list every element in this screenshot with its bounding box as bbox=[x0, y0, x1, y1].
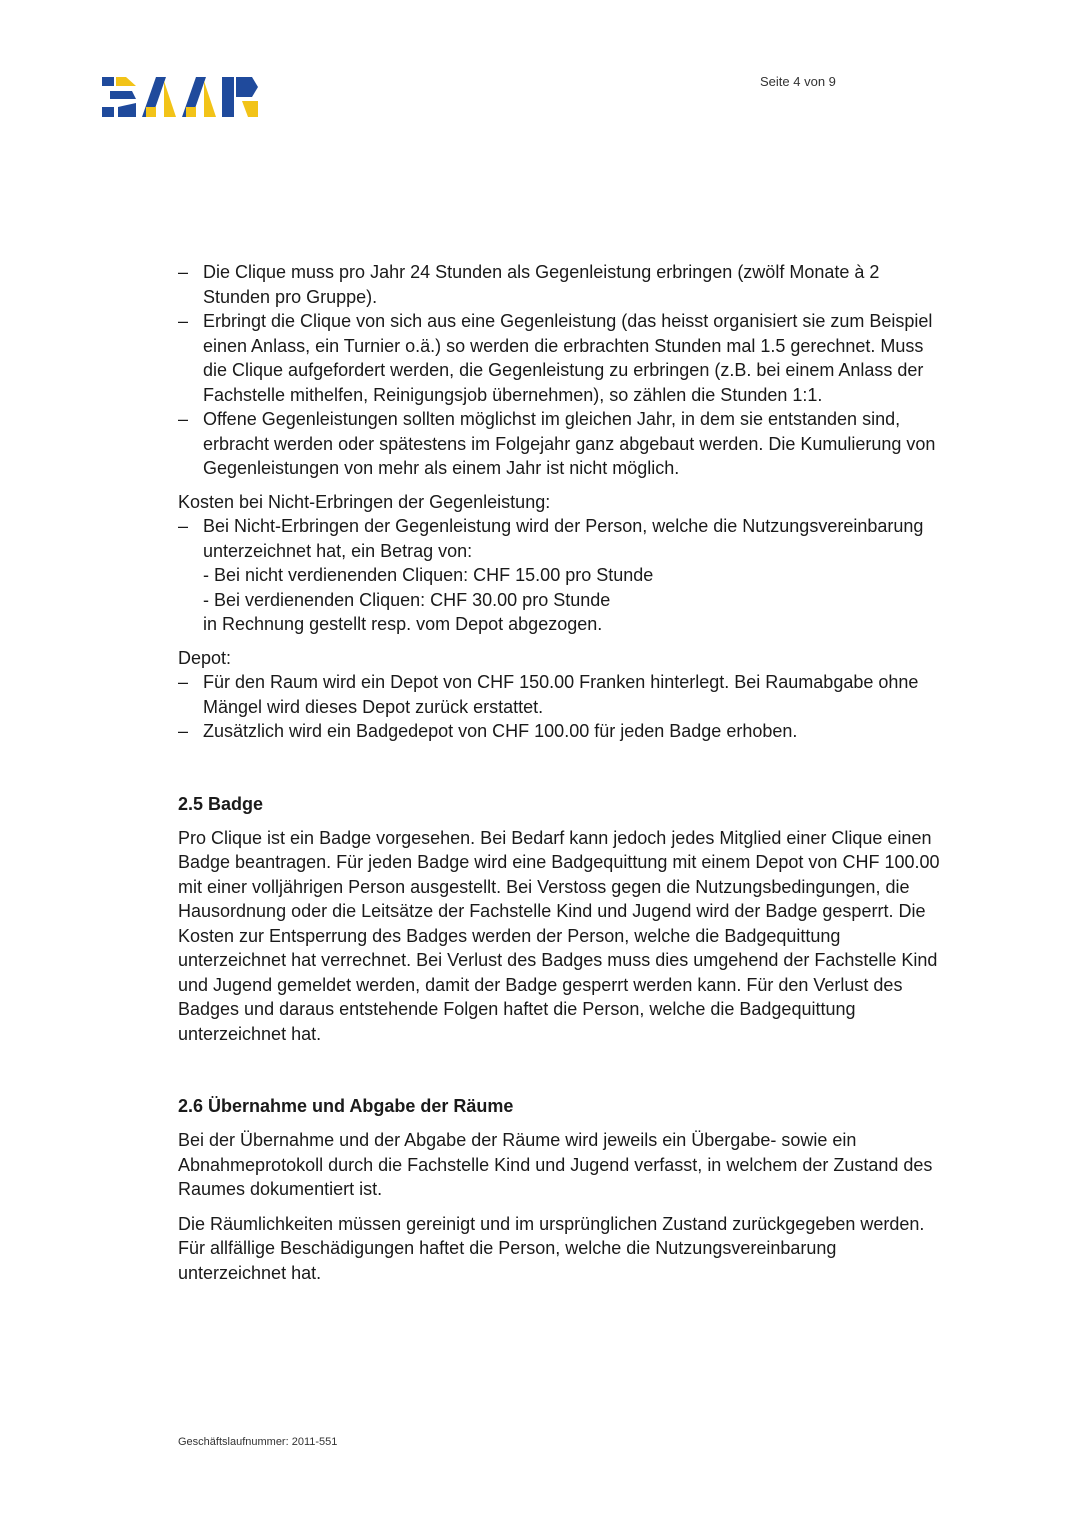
list-item: – Für den Raum wird ein Depot von CHF 150.00 Franken hinterlegt. Bei Raumabgabe ohne Mängel wird dieses Depot zurück erstattet. bbox=[178, 670, 948, 719]
list-item: – Zusätzlich wird ein Badgedepot von CHF 100.00 für jeden Badge erhoben. bbox=[178, 719, 948, 744]
kosten-line-2: - Bei verdienenden Cliquen: CHF 30.00 pro Stunde bbox=[203, 589, 611, 610]
kosten-intro: – Bei Nicht-Erbringen der Gegenleistung wird der Person, welche die Nutzungsvereinbarung unterzeichnet hat, ein Betrag von: bbox=[203, 516, 924, 561]
section-title-badge: 2.5 Badge bbox=[178, 793, 264, 814]
kosten-list bbox=[178, 514, 948, 637]
raeume-paragraph-1: Bei der Übernahme und der Abgabe der Räume wird jeweils ein Übergabe- sowie ein Abnahmeprotokoll durch die Fachstelle Kind und Jugend verfasst, in welchem der Zustand des Raumes dokumentiert ist. bbox=[178, 1130, 933, 1199]
page-number: Seite 4 von 9 bbox=[760, 74, 836, 89]
list-item: – Die Clique muss pro Jahr 24 Stunden als Gegenleistung erbringen (zwölf Monate à 2 Stunden pro Gruppe). bbox=[178, 260, 948, 309]
gegenleistung-list bbox=[178, 260, 948, 481]
footer-reference: Geschäftslaufnummer: 2011-551 bbox=[178, 1436, 338, 1448]
document-body bbox=[178, 260, 948, 1285]
list-item: – Erbringt die Clique von sich aus eine Gegenleistung (das heisst organisiert sie zum Beispiel einen Anlass, ein Turnier o.ä.) so werden die erbrachten Stunden mal 1.5 gerechnet. Muss die Clique aufgefordert werden, die Gegenleistung zu erbringen (z.B. bei einem Anlass der Fachstelle mithelfen, Reinigungsjob übernehmen), so zählen die Stunden 1:1. bbox=[178, 309, 948, 407]
list-item: – Offene Gegenleistungen sollten möglichst im gleichen Jahr, in dem sie entstanden sind, erbracht werden oder spätestens im Folgejahr ganz abgebaut werden. Die Kumulierung von Gegenleistungen von mehr als einem Jahr ist nicht möglich. bbox=[178, 407, 948, 481]
depot-list bbox=[178, 670, 948, 744]
list-item bbox=[178, 514, 948, 637]
baar-logo bbox=[102, 77, 258, 117]
kosten-heading: Kosten bei Nicht-Erbringen der Gegenleistung: bbox=[178, 491, 551, 512]
badge-paragraph: Pro Clique ist ein Badge vorgesehen. Bei Bedarf kann jedoch jedes Mitglied einer Clique einen Badge beantragen. Für jeden Badge wird eine Badgequittung mit einem Depot von CHF 100.00 mit einer volljährigen Person ausgestellt. Bei Verstoss gegen die Nutzungsbedingungen, die Hausordnung oder die Leitsätze der Fachstelle Kind und Jugend wird der Badge gesperrt. Die Kosten zur Entsperrung des Badges werden der Person, welche die Badgequittung unterzeichnet hat verrechnet. Bei Verlust des Badges muss dies umgehend der Fachstelle Kind und Jugend gemeldet werden, damit der Badge gesperrt werden kann. Für den Verlust des Badges und daraus entstehende Folgen haftet die Person, welche die Badgequittung unterzeichnet hat. bbox=[178, 827, 940, 1044]
depot-heading: Depot: bbox=[178, 647, 232, 668]
raeume-paragraph-2: Die Räumlichkeiten müssen gereinigt und im ursprünglichen Zustand zurückgegeben werden. Für allfällige Beschädigungen haftet die Person, welche die Nutzungsvereinbarung unterzeichnet hat. bbox=[178, 1213, 925, 1283]
kosten-line-3: in Rechnung gestellt resp. vom Depot abgezogen. bbox=[203, 614, 603, 634]
section-title-raeume: 2.6 Übernahme und Abgabe der Räume bbox=[178, 1096, 514, 1116]
baar-logo-graphic bbox=[102, 77, 258, 117]
kosten-line-1: - Bei nicht verdienenden Cliquen: CHF 15.00 pro Stunde bbox=[203, 565, 654, 585]
